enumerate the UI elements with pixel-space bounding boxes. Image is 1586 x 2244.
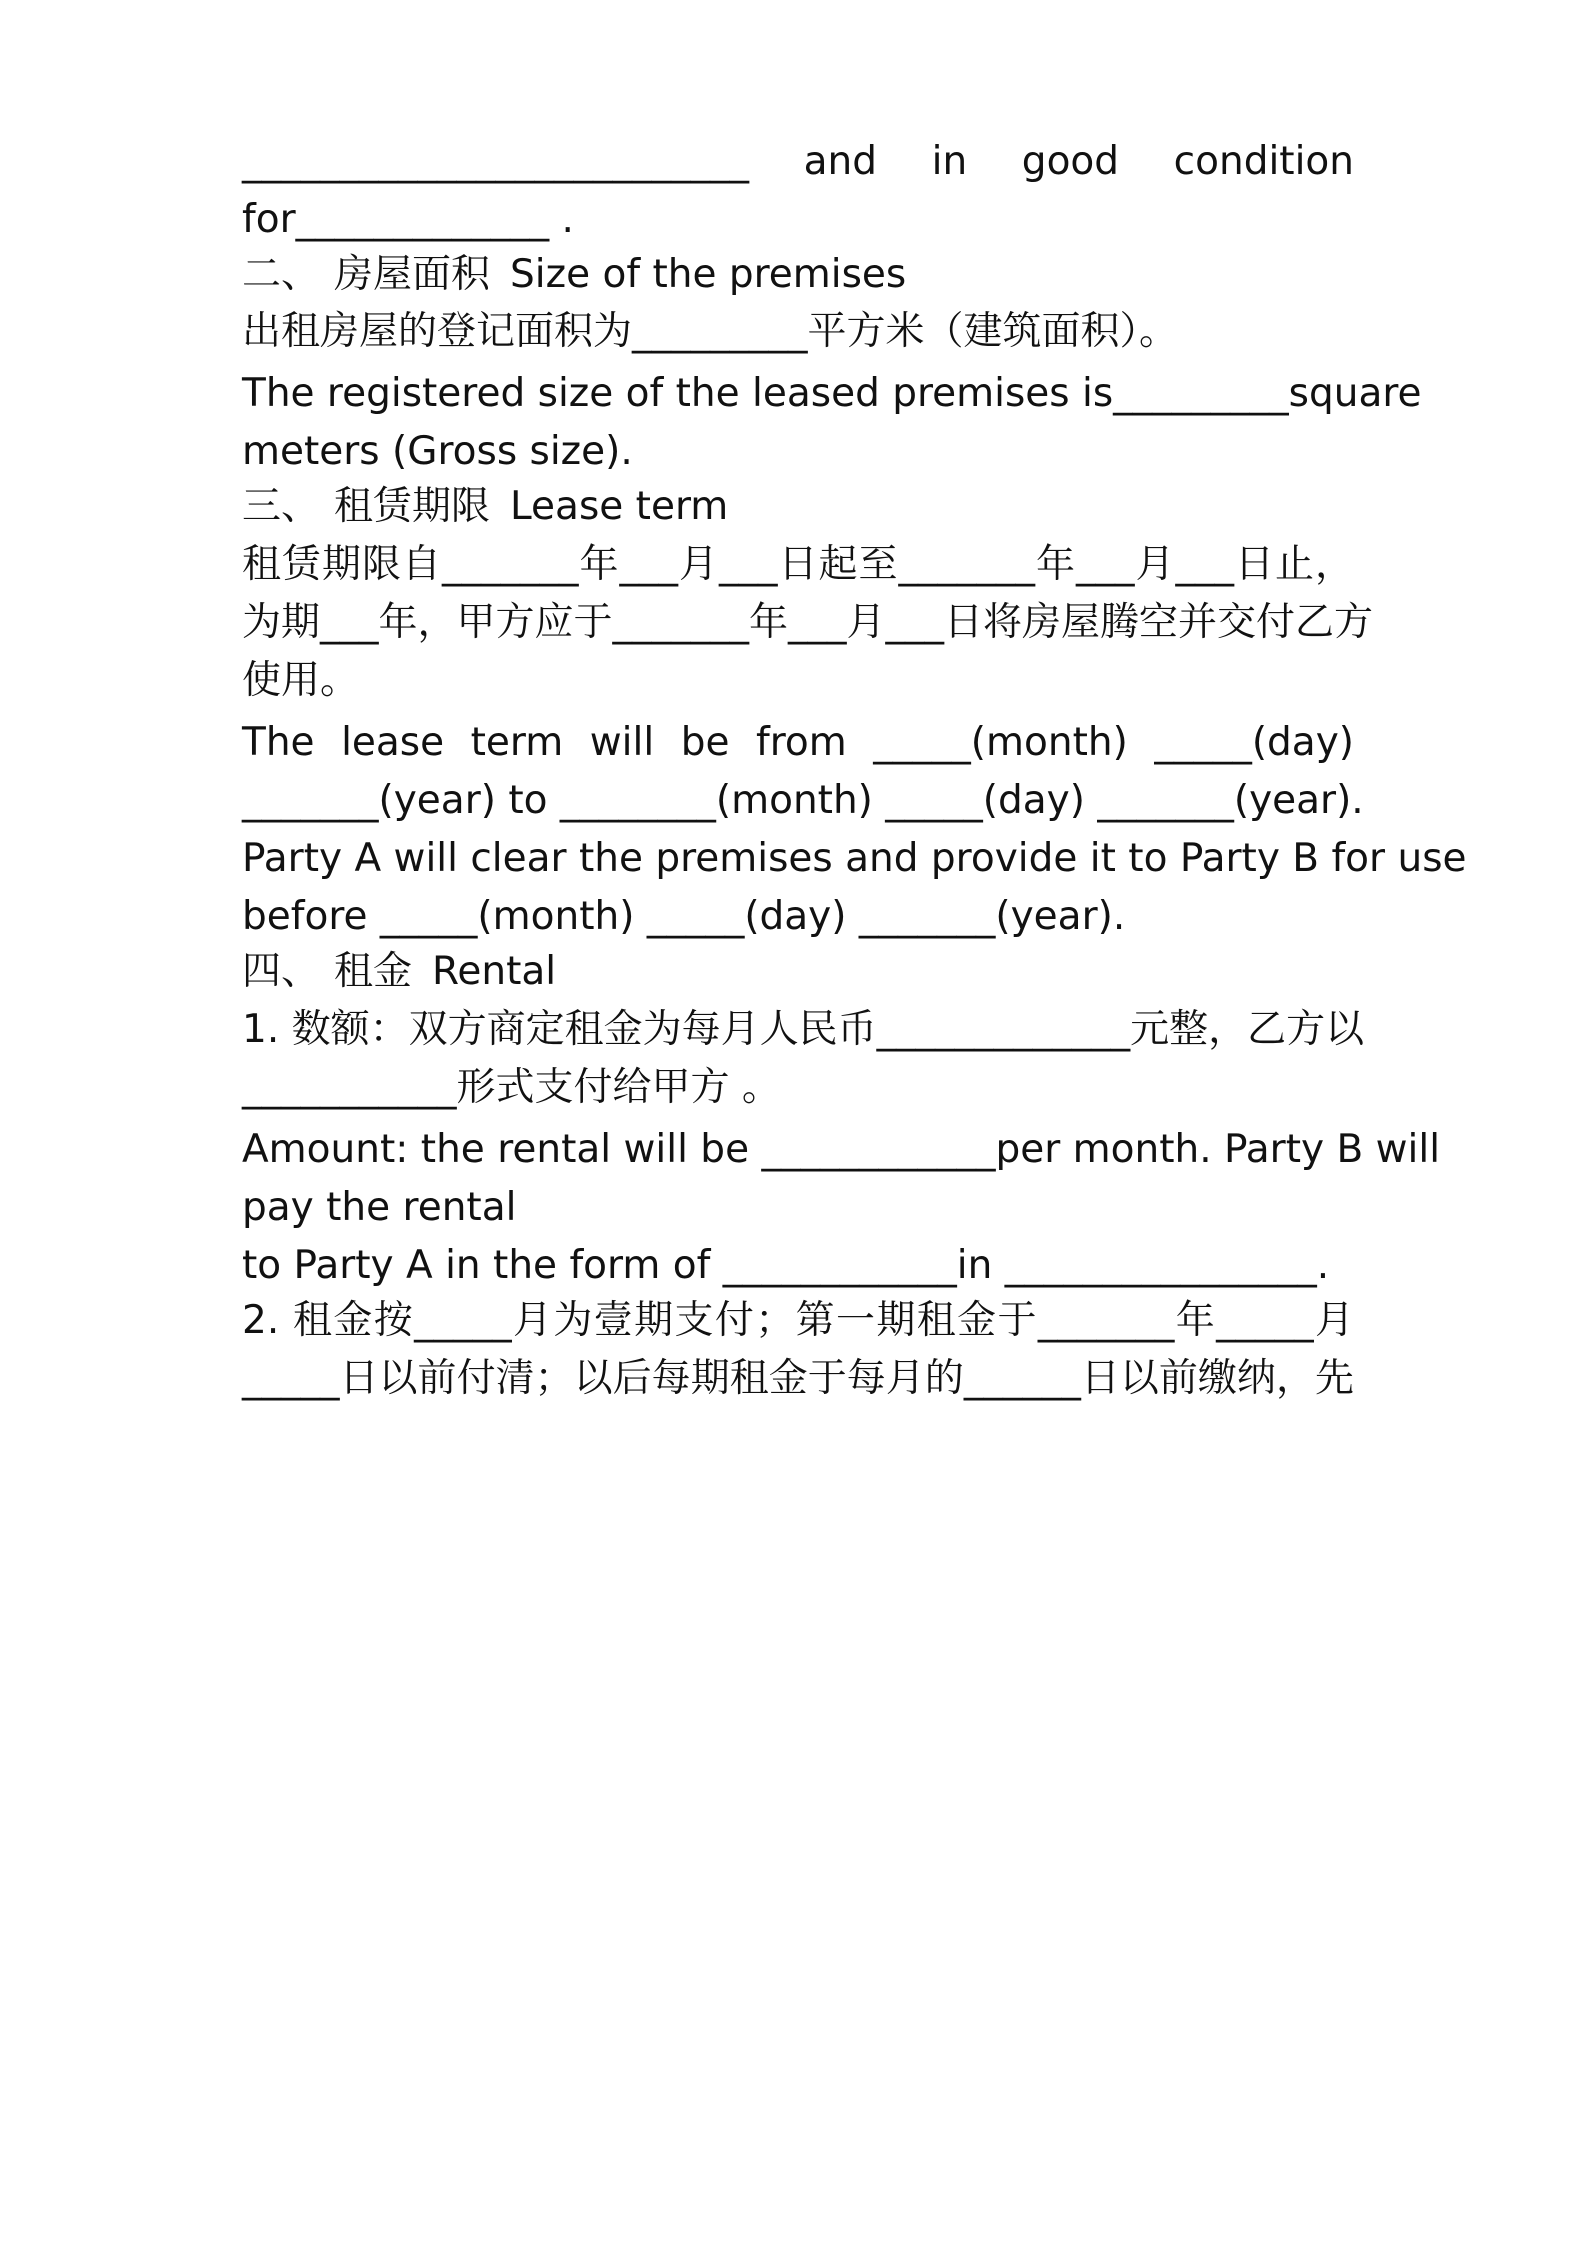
body-line: The lease term will be from _____(month) _____(day) (242, 720, 1354, 765)
body-line: __________________________ and in good condition (242, 139, 1354, 184)
section-heading-rental (242, 942, 1354, 1002)
section-title-cn: 房屋面积 (334, 252, 491, 297)
body-line: Amount: the rental will be ____________per month. Party B will (242, 1127, 1441, 1172)
body-line: before _____(month) _____(day) _______(year). (242, 894, 1126, 939)
body-line: 使用。 (242, 658, 360, 703)
body-line: 2. 租金按_____月为壹期支付；第一期租金于_______年_____月 (242, 1298, 1354, 1343)
section-title-en: Size of the premises (510, 252, 907, 297)
body-line: 租赁期限自_______年___月___日起至_______年___月___日止， (242, 542, 1354, 587)
body-line: _____日以前付清；以后每期租金于每月的______日以前缴纳，先 (242, 1356, 1354, 1401)
body-line: 出租房屋的登记面积为_________平方米（建筑面积）。 (242, 309, 1179, 354)
body-line: for_____________ . (242, 197, 574, 242)
document-page (242, 0, 1467, 2244)
body-line: pay the rental (242, 1185, 517, 1230)
section-title-en: Lease term (510, 484, 729, 529)
section-title-en: Rental (432, 949, 557, 994)
section-heading-term (242, 477, 1354, 537)
section-title-cn: 租赁期限 (334, 484, 491, 529)
body-line: 为期___年，甲方应于_______年___月___日将房屋腾空并交付乙方 (242, 600, 1374, 645)
body-line: to Party A in the form of ____________in ________________. (242, 1243, 1330, 1288)
body-line: meters (Gross size). (242, 429, 633, 474)
body-line: The registered size of the leased premises is_________square (242, 371, 1422, 416)
body-line: _______(year) to ________(month) _____(day) _______(year). (242, 778, 1364, 823)
section-heading-size (242, 245, 1354, 305)
body-line: 1. 数额：双方商定租金为每月人民币_____________元整，乙方以 (242, 1007, 1365, 1052)
section-number: 四、 (242, 949, 321, 994)
body-line: ___________形式支付给甲方 。 (242, 1065, 781, 1110)
section-title-cn: 租金 (334, 949, 413, 994)
section-number: 三、 (242, 484, 321, 529)
section-number: 二、 (242, 252, 321, 297)
body-line: Party A will clear the premises and provide it to Party B for use (242, 836, 1467, 881)
